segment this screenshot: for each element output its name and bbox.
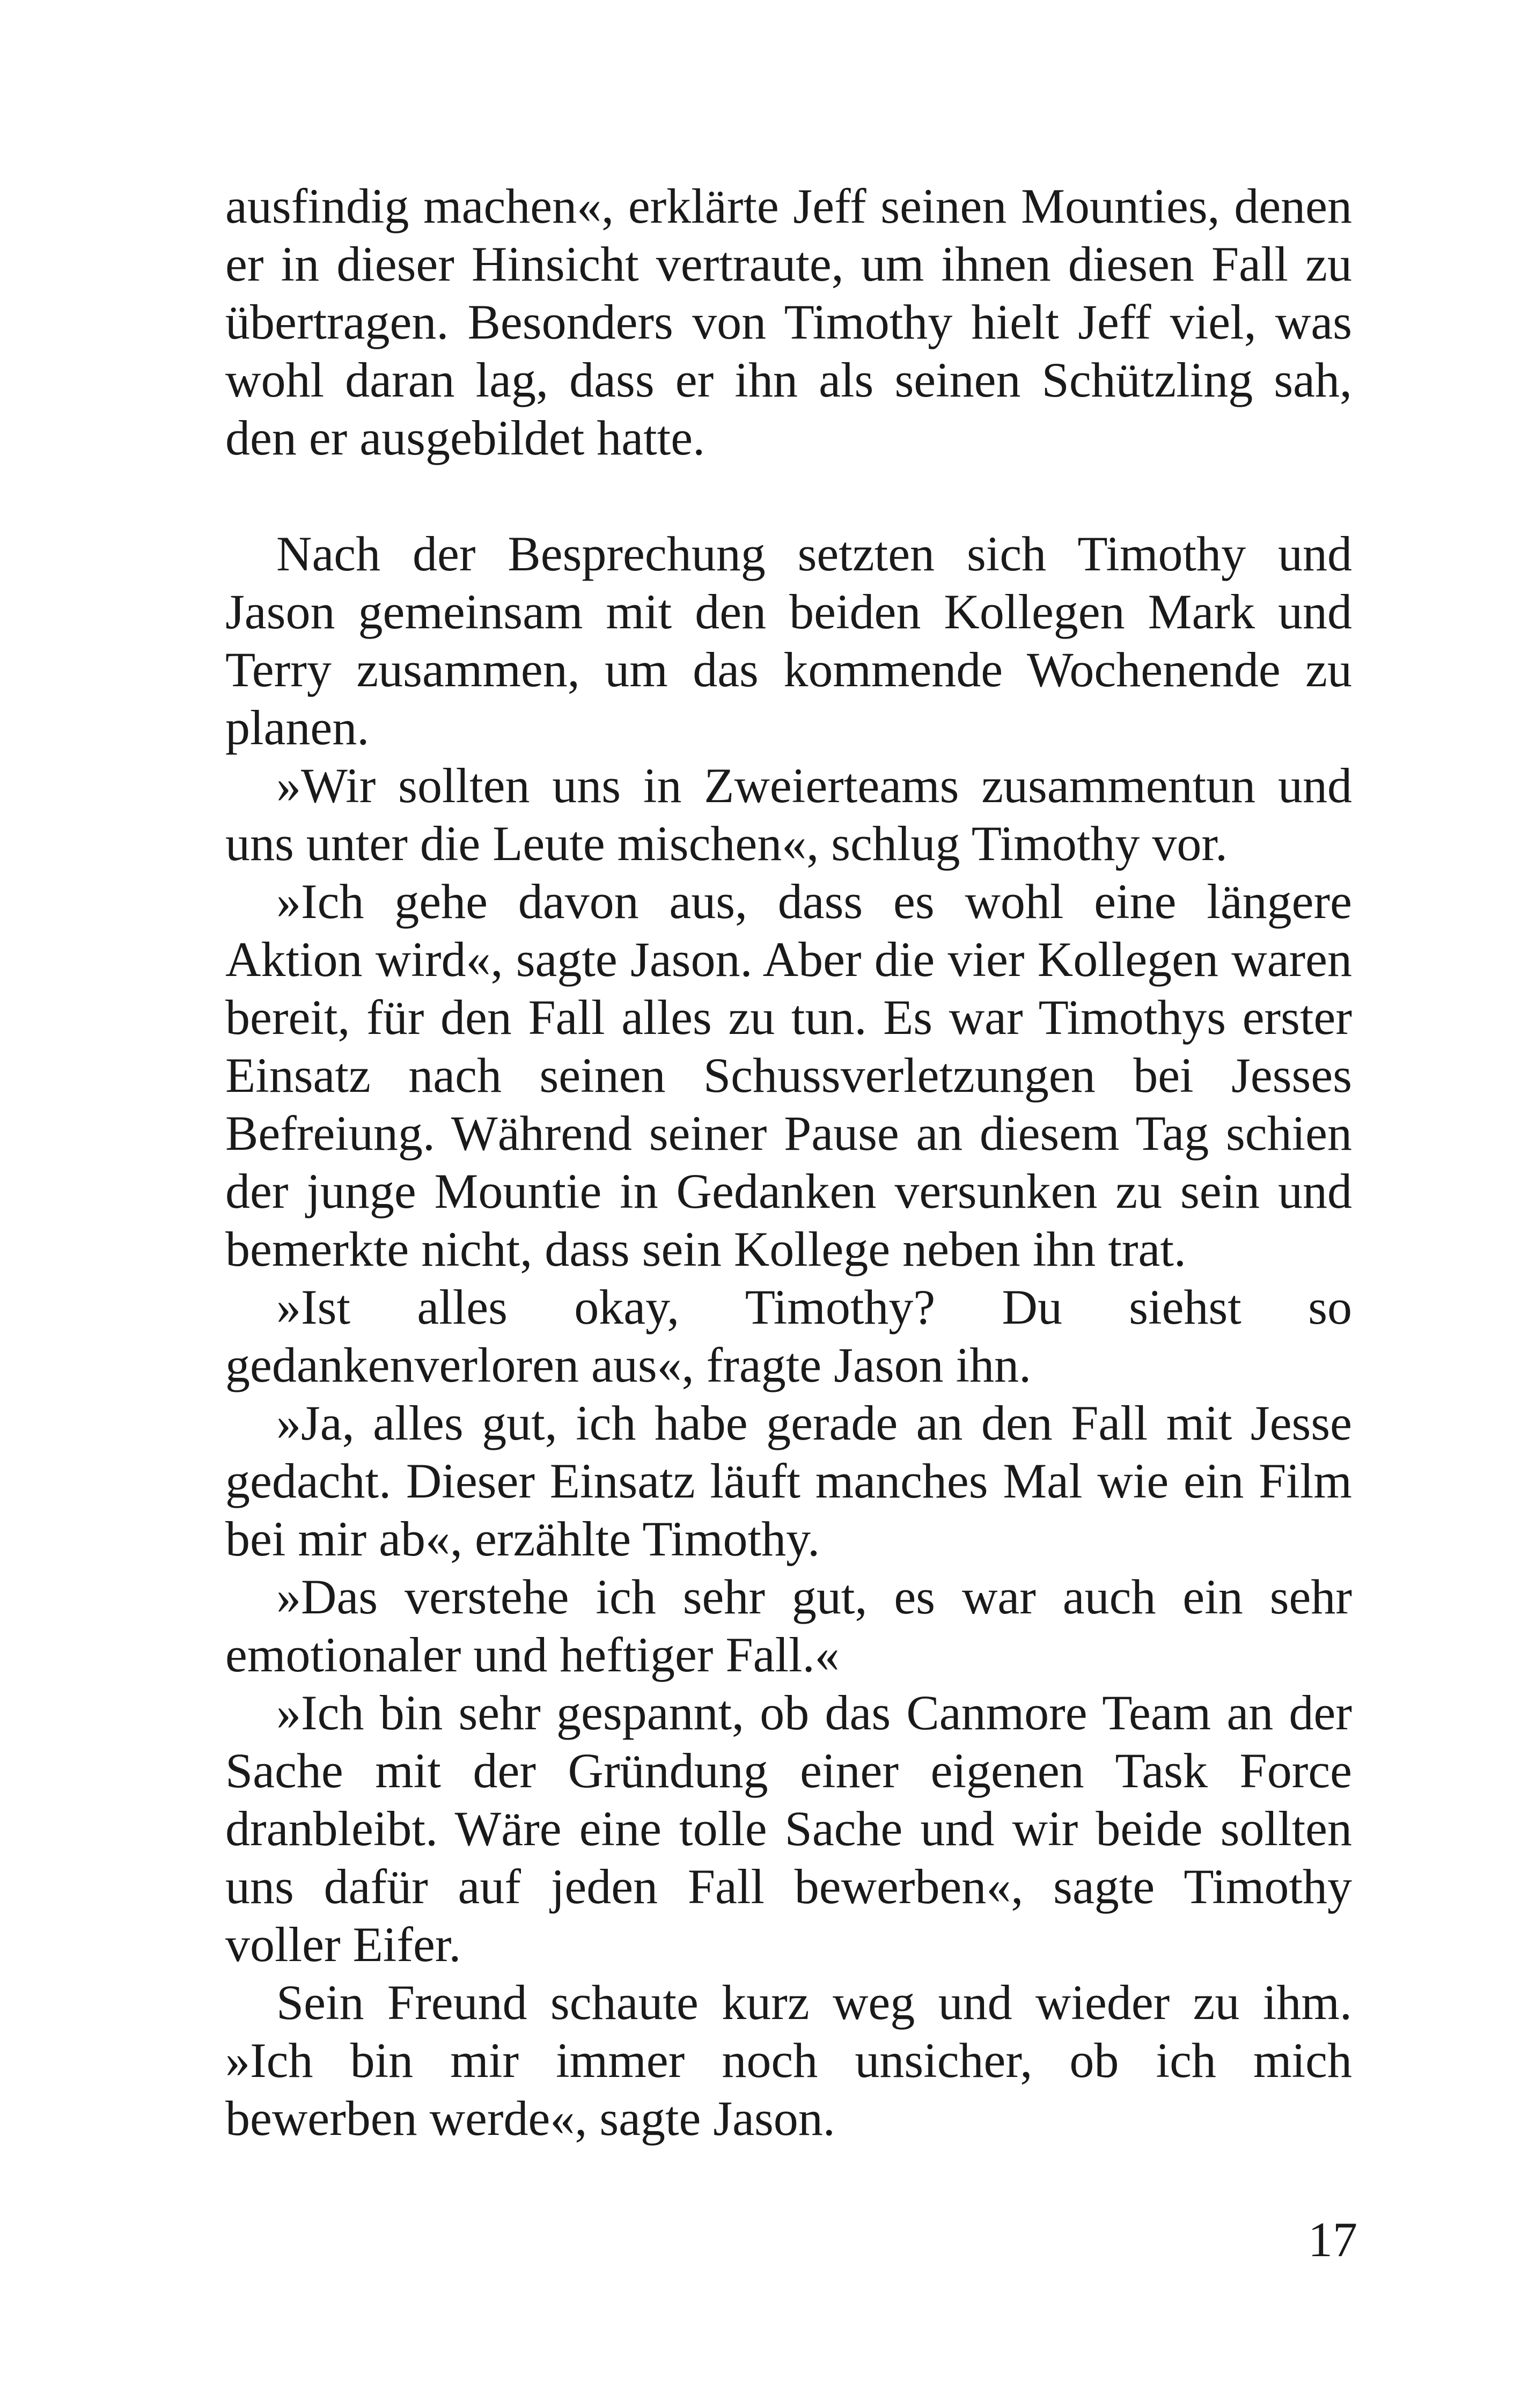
paragraph: »Ja, alles gut, ich habe gerade an den Fall mit Jesse gedacht. Dieser Einsatz läuft manches Mal wie ein Film bei mir ab«, erzählte Timothy. (225, 1396, 1352, 1566)
paragraph: Sein Freund schaute kurz weg und wieder zu ihm. »Ich bin mir immer noch unsicher, ob ich mich bewerben werde«, sagte Jason. (225, 1975, 1352, 2146)
body-text (225, 177, 1352, 2147)
paragraph: ausfindig machen«, erklärte Jeff seinen Mounties, denen er in dieser Hinsicht vertraute, um ihnen diesen Fall zu übertragen. Besonders von Timothy hielt Jeff viel, was wohl daran lag, dass er ihn als seinen Schützling sah, den er ausgebildet hatte. (225, 179, 1352, 465)
paragraph: »Wir sollten uns in Zweierteams zusammentun und uns unter die Leute mischen«, schlug Timothy vor. (225, 758, 1352, 871)
paragraph: »Ist alles okay, Timothy? Du siehst so gedankenverloren aus«, fragte Jason ihn. (225, 1280, 1352, 1392)
paragraph: »Ich bin sehr gespannt, ob das Canmore Team an der Sache mit der Gründung einer eigenen Task Force dranbleibt. Wäre eine tolle Sache und wir beide sollten uns dafür auf jeden Fall bewerben«, sagte Timothy voller Eifer. (225, 1685, 1352, 1972)
paragraph: »Ich gehe davon aus, dass es wohl eine längere Aktion wird«, sagte Jason. Aber die vier Kollegen waren bereit, für den Fall alles zu tun. Es war Timothys erster Einsatz nach seinen Schussverletzungen bei Jesses Befreiung. Während seiner Pause an diesem Tag schien der junge Mountie in Gedanken versunken zu sein und bemerkte nicht, dass sein Kollege neben ihn trat. (225, 874, 1352, 1276)
paragraph: Nach der Besprechung setzten sich Timothy und Jason gemeinsam mit den beiden Kollegen Mark und Terry zusammen, um das kommende Wochenende zu planen. (225, 526, 1352, 755)
page-number: 17 (1308, 2212, 1357, 2267)
paragraph: »Das verstehe ich sehr gut, es war auch ein sehr emotionaler und heftiger Fall.« (225, 1569, 1352, 1682)
